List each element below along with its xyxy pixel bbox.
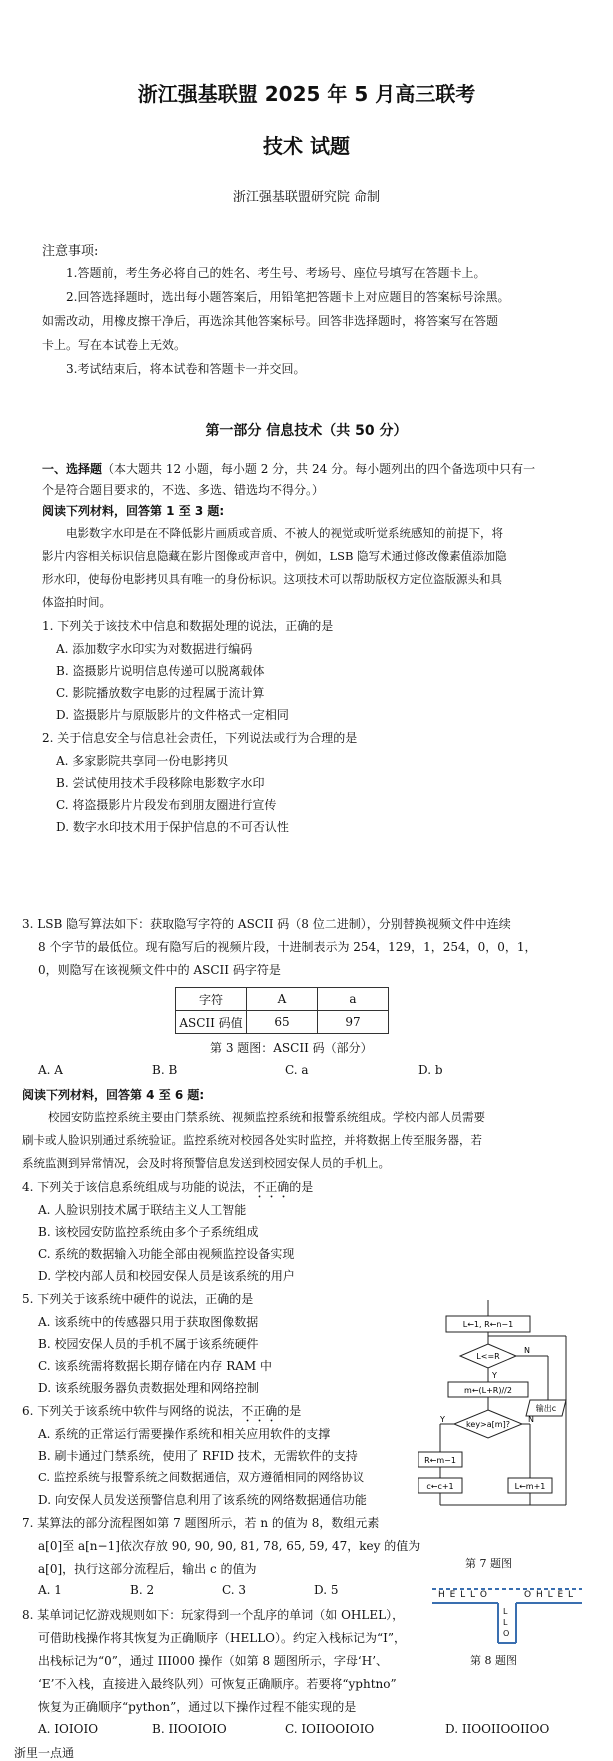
q4-stem-pre: 4. 下列关于该信息系统组成与功能的说法，: [22, 1180, 254, 1194]
material1-line1: 电影数字水印是在不降低影片画质或音质、不被人的视觉或听觉系统感知的前提下，将: [66, 526, 503, 540]
q8-stem-line1: 8. 某单词记忆游戏规则如下：玩家得到一个乱序的单词（如 OHLEL），: [22, 1608, 405, 1622]
flow-lset-label: L←m+1: [514, 1482, 546, 1491]
issuer: 浙江强基联盟研究院 命制: [232, 190, 381, 205]
table-cell: A: [247, 988, 318, 1011]
q5-stem: 5. 下列关于该系统中硬件的说法，正确的是: [22, 1292, 254, 1306]
notice-item-2-cont: 如需改动，用橡皮擦干净后，再选涂其他答案标号。回答非选择题时，将答案写在答题: [42, 314, 499, 328]
q4-option-c: C. 系统的数据输入功能全部由视频监控设备实现: [38, 1247, 295, 1261]
notice-item-3: 3.考试结束后，将本试卷和答题卡一并交回。: [66, 362, 306, 376]
exam-title: 浙江强基联盟 2025 年 5 月高三联考: [137, 82, 476, 106]
table-cell: 97: [318, 1011, 389, 1034]
q2-option-c: C. 将盗摄影片片段发布到朋友圈进行宣传: [56, 798, 277, 812]
notice-item-2-cont2: 卡上。写在本试卷上无效。: [42, 338, 187, 352]
q8-fig-stack-2: L: [503, 1618, 508, 1627]
reading-prompt-1: 阅读下列材料，回答第 1 至 3 题:: [42, 504, 225, 518]
table-row: [176, 988, 389, 1011]
q8-option-a: A. IOIOIO: [38, 1722, 99, 1736]
q8-option-d: D. IIOOIIOOIIOO: [445, 1722, 550, 1736]
flow-output-label: 输出c: [535, 1404, 557, 1413]
q6-option-c: C. 监控系统与报警系统之间数据通信，双方遵循相同的网络协议: [38, 1470, 365, 1484]
q3-stem-line1: 3. LSB 隐写算法如下：获取隐写字符的 ASCII 码（8 位二进制），分别替换视频文件中连续: [22, 917, 511, 931]
material2-line1: 校园安防监控系统主要由门禁系统、视频监控系统和报警系统组成。学校内部人员需要: [48, 1110, 485, 1124]
part1-title: 第一部分 信息技术（共 50 分）: [205, 423, 408, 439]
notice-item-2: 2.回答选择题时，选出每小题答案后，用铅笔把答题卡上对应题目的答案标号涂黑。: [66, 290, 510, 304]
q2-option-b: B. 尝试使用技术手段移除电影数字水印: [56, 776, 265, 790]
q7-flowchart: [418, 1300, 578, 1570]
q7-option-d: D. 5: [314, 1583, 339, 1597]
material1-line4: 体盗拍时间。: [42, 595, 111, 609]
q6-stem-post: 的是: [277, 1404, 302, 1418]
table-row: [176, 1011, 389, 1034]
q6-stem: [22, 1402, 301, 1425]
q8-figure: [432, 1585, 582, 1645]
q3-figure-caption: 第 3 题图：ASCII 码（部分）: [210, 1041, 373, 1055]
section-heading: [42, 460, 535, 477]
q3-option-a: A. A: [38, 1063, 63, 1077]
q4-option-a: A. 人脸识别技术属于联结主义人工智能: [38, 1203, 247, 1217]
q7-option-c: C. 3: [222, 1583, 247, 1597]
q8-stem-line2: 可借助栈操作将其恢复为正确顺序（HELLO）。约定入栈标记为“I”，: [38, 1631, 407, 1645]
q4-option-b: B. 该校园安防监控系统由多个子系统组成: [38, 1225, 259, 1239]
material2-line3: 系统监测到异常情况，会及时将预警信息发送到校园安保人员的手机上。: [22, 1156, 390, 1170]
material2-line2: 刷卡或人脸识别通过系统验证。监控系统对校园各处实时监控，并将数据上传至服务器，若: [22, 1133, 482, 1147]
q7-stem-line3: a[0]，执行这部分流程后，输出 c 的值为: [38, 1562, 257, 1576]
q1-stem: 1. 下列关于该技术中信息和数据处理的说法，正确的是: [42, 619, 334, 633]
q6-option-a: A. 系统的正常运行需要操作系统和相关应用软件的支撑: [38, 1427, 331, 1441]
footer-brand: 浙里一点通: [14, 1746, 75, 1760]
q6-stem-emphasis: 不正确: [241, 1404, 278, 1418]
q4-stem-emphasis: 不正确: [253, 1180, 290, 1194]
q8-fig-left-word: H E L L O: [438, 1590, 489, 1600]
table-cell: ASCII 码值: [176, 1011, 247, 1034]
q4-stem: [22, 1178, 313, 1201]
q2-option-d: D. 数字水印技术用于保护信息的不可否认性: [56, 820, 289, 834]
notice-heading: 注意事项:: [42, 244, 99, 259]
q2-stem: 2. 关于信息安全与信息社会责任，下列说法或行为合理的是: [42, 731, 358, 745]
material1-line2: 影片内容相关标识信息隐藏在影片图像或声音中，例如，LSB 隐写术通过修改像素值添加隐: [42, 549, 507, 563]
section-label: 一、选择题: [42, 462, 103, 476]
q8-fig-right-word: O H L E L: [524, 1590, 575, 1600]
q7-option-a: A. 1: [38, 1583, 62, 1597]
q5-option-c: C. 该系统需将数据长期存储在内存 RAM 中: [38, 1359, 273, 1373]
q4-stem-post: 的是: [289, 1180, 314, 1194]
q1-option-c: C. 影院播放数字电影的过程属于流计算: [56, 686, 265, 700]
q6-option-d: D. 向安保人员发送预警信息利用了该系统的网络数据通信功能: [38, 1493, 367, 1507]
flow-cinc-label: c←c+1: [426, 1482, 454, 1491]
q3-stem-line2: 8 个字节的最低位。现有隐写后的视频片段，十进制表示为 254，129，1，254，0，0，1，: [38, 940, 537, 954]
reading-prompt-2: 阅读下列材料，回答第 4 至 6 题:: [22, 1088, 205, 1102]
table-cell: a: [318, 988, 389, 1011]
section-desc: （本大题共 12 小题，每小题 2 分，共 24 分。每小题列出的四个备选项中只有一: [102, 462, 536, 476]
flow-cond2-no: N: [528, 1415, 534, 1424]
q8-stem-line3: 出栈标记为“0”，通过 III000 操作（如第 8 题图所示，字母‘H’、: [38, 1654, 389, 1668]
flow-cond1-label: L<=R: [476, 1352, 500, 1361]
q5-option-a: A. 该系统中的传感器只用于获取图像数据: [38, 1315, 259, 1329]
q8-fig-stack-3: O: [503, 1629, 510, 1638]
q7-figure-caption: 第 7 题图: [465, 1557, 512, 1570]
q8-option-c: C. IOIIOOIOIO: [285, 1722, 375, 1736]
ascii-table: [175, 987, 389, 1034]
q1-option-b: B. 盗摄影片说明信息传递可以脱离载体: [56, 664, 265, 678]
q6-option-b: B. 刷卡通过门禁系统，使用了 RFID 技术，无需软件的支持: [38, 1449, 358, 1463]
flow-rset-label: R←m−1: [424, 1456, 456, 1465]
material1-line3: 形水印，使每份电影拷贝具有唯一的身份标识。这项技术可以帮助版权方定位盗版源头和具: [42, 572, 502, 586]
q8-stem-line4: ‘E’不入栈，直接进入最终队列）可恢复正确顺序。若要将“yphtno”: [38, 1677, 397, 1691]
flow-cond2-label: key>a[m]?: [466, 1420, 510, 1429]
q3-option-d: D. b: [418, 1063, 443, 1077]
flow-cond1-yes: Y: [492, 1371, 497, 1380]
flow-mid-label: m←(L+R)//2: [464, 1386, 512, 1395]
q7-option-b: B. 2: [130, 1583, 155, 1597]
q7-stem-line2: a[0]至 a[n−1]依次存放 90, 90, 90, 81, 78, 65, 59, 47，key 的值为: [38, 1539, 421, 1553]
q8-stem-line5: 恢复为正确顺序“python”，通过以下操作过程不能实现的是: [38, 1700, 357, 1714]
q3-option-b: B. B: [152, 1063, 178, 1077]
q6-stem-pre: 6. 下列关于该系统中软件与网络的说法，: [22, 1404, 242, 1418]
q3-stem-line3: 0，则隐写在该视频文件中的 ASCII 码字符是: [38, 963, 281, 977]
q7-stem-line1: 7. 某算法的部分流程图如第 7 题图所示，若 n 的值为 8，数组元素: [22, 1516, 380, 1530]
flow-init-label: L←1, R←n−1: [462, 1320, 514, 1329]
q3-option-c: C. a: [285, 1063, 309, 1077]
q8-option-b: B. IIOOIOIO: [152, 1722, 227, 1736]
section-desc-cont: 个是符合题目要求的，不选、多选、错选均不得分。）: [42, 483, 325, 497]
q8-figure-caption: 第 8 题图: [470, 1654, 517, 1667]
notice-item-1: 1.答题前，考生务必将自己的姓名、考生号、考场号、座位号填写在答题卡上。: [66, 266, 486, 280]
q8-fig-stack-1: L: [503, 1607, 508, 1616]
flow-cond2-yes: Y: [440, 1415, 445, 1424]
q2-option-a: A. 多家影院共享同一份电影拷贝: [56, 754, 229, 768]
q5-option-d: D. 该系统服务器负责数据处理和网络控制: [38, 1381, 259, 1395]
table-cell: 字符: [176, 988, 247, 1011]
q4-option-d: D. 学校内部人员和校园安保人员是该系统的用户: [38, 1269, 295, 1283]
q1-option-d: D. 盗摄影片与原版影片的文件格式一定相同: [56, 708, 289, 722]
flow-cond1-no: N: [524, 1346, 530, 1355]
q1-option-a: A. 添加数字水印实为对数据进行编码: [56, 642, 253, 656]
q5-option-b: B. 校园安保人员的手机不属于该系统硬件: [38, 1337, 259, 1351]
exam-subtitle: 技术 试题: [263, 134, 350, 158]
table-cell: 65: [247, 1011, 318, 1034]
